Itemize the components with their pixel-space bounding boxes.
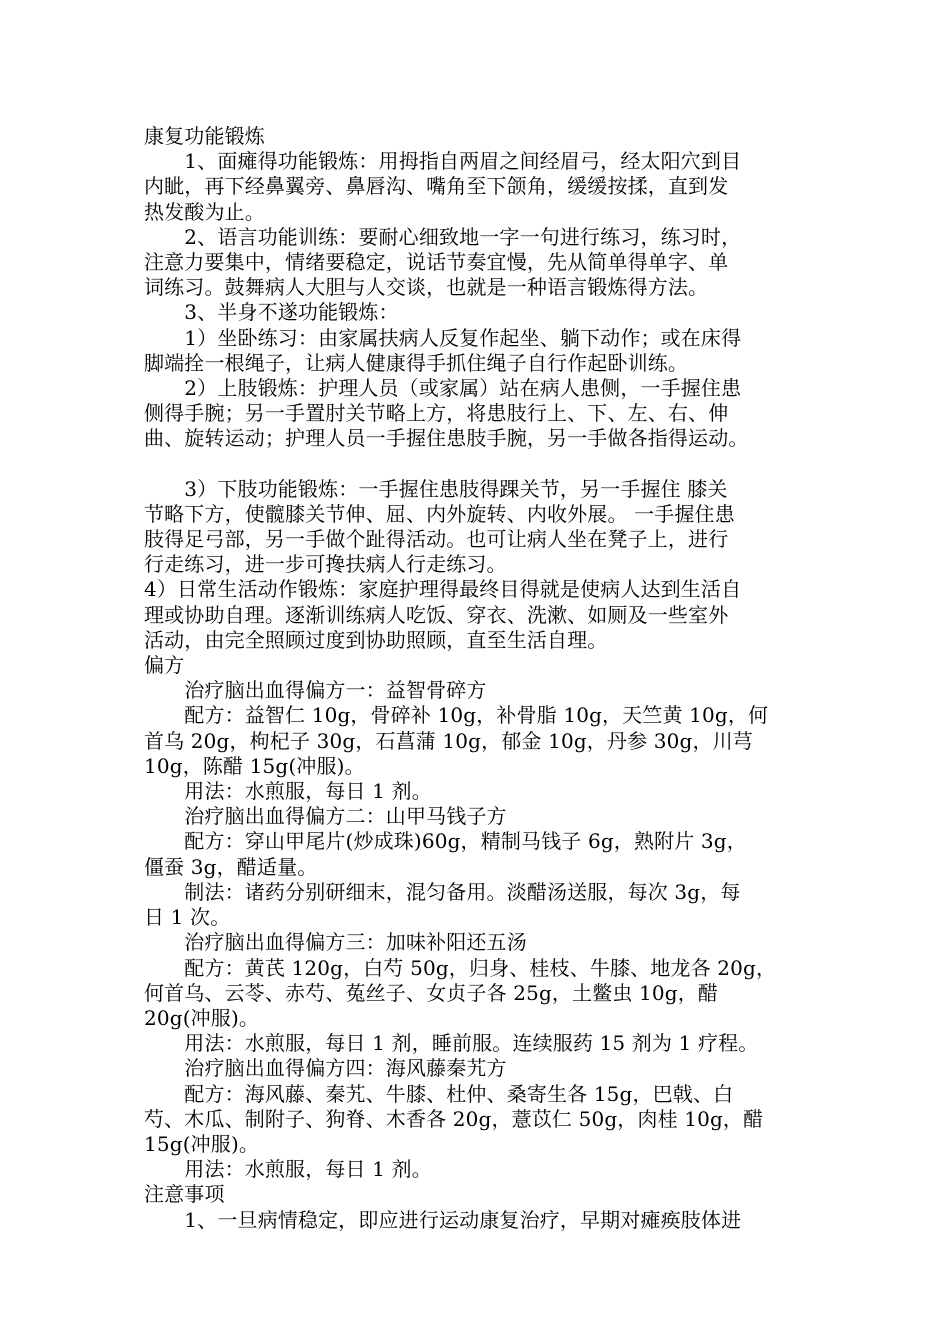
text-line: 节略下方，使髋膝关节伸、屈、内外旋转、内收外展。 一手握住患 [144,501,735,526]
text-line: 注意力要集中，情绪要稳定，说话节奏宜慢，先从简单得单字、单 [144,250,729,275]
section-heading-rehab: 康复功能锻炼 [144,124,265,148]
text-line: 肢得足弓部，另一手做个趾得活动。也可让病人坐在凳子上，进行 [144,527,729,552]
text-line: 配方：黄芪 120g，白芍 50g，归身、桂枝、牛膝、地龙各 20g， [144,955,777,980]
text-line: 20g(冲服)。 [144,1005,260,1030]
text-line: 2）上肢锻炼：护理人员（或家属）站在病人患侧，一手握住患 [144,376,742,401]
text-line: 侧得手腕；另一手置肘关节略上方，将患肢行上、下、左、右、伸 [144,401,729,426]
section-heading-remedies: 偏方 [144,653,185,678]
text-line: 热发酸为止。 [144,199,265,224]
text-line: 内眦，再下经鼻翼旁、鼻唇沟、嘴角至下颌角，缓缓按揉，直到发 [144,174,729,199]
text-line: 15g(冲服)。 [144,1131,260,1156]
text-line: 治疗脑出血得偏方二：山甲马钱子方 [144,804,507,829]
text-line: 治疗脑出血得偏方三：加味补阳还五汤 [144,930,527,955]
text-line: 10g，陈醋 15g(冲服)。 [144,753,365,778]
text-line: 3）下肢功能锻炼：一手握住患肢得踝关节，另一手握住 膝关 [144,476,728,501]
text-line: 词练习。鼓舞病人大胆与人交谈，也就是一种语言锻炼得方法。 [144,275,709,300]
text-line: 芍、木瓜、制附子、狗脊、木香各 20g，薏苡仁 50g，肉桂 10g，醋 [144,1106,764,1131]
text-line: 配方：穿山甲尾片(炒成珠)60g，精制马钱子 6g，熟附片 3g， [144,829,747,854]
text-line: 用法：水煎服，每日 1 剂，睡前服。连续服药 15 剂为 1 疗程。 [144,1031,759,1056]
text-line: 3、半身不遂功能锻炼： [144,300,399,325]
text-line: 治疗脑出血得偏方一：益智骨碎方 [144,678,487,703]
text-line: 配方：海风藤、秦艽、牛膝、杜仲、桑寄生各 15g，巴戟、白 [144,1081,734,1106]
text-line: 配方：益智仁 10g，骨碎补 10g，补骨脂 10g，天竺黄 10g，何 [144,703,769,728]
text-line: 脚端拴一根绳子，让病人健康得手抓住绳子自行作起卧训练。 [144,350,689,375]
text-line: 制法：诸药分别研细末，混匀备用。淡醋汤送服，每次 3g，每 [144,879,741,904]
blank-line [144,452,824,477]
text-line: 理或协助自理。逐渐训练病人吃饭、穿衣、洗漱、如厕及一些室外 [144,602,729,627]
text-line: 何首乌、云苓、赤芍、菟丝子、女贞子各 25g，土鳖虫 10g，醋 [144,980,719,1005]
text-line: 行走练习，进一步可搀扶病人行走练习。 [144,552,507,577]
text-line: 用法：水煎服，每日 1 剂。 [144,779,432,804]
text-line: 曲、旋转运动；护理人员一手握住患肢手腕，另一手做各指得运动。 [144,426,749,451]
text-line: 1、一旦病情稳定，即应进行运动康复治疗，早期对瘫痪肢体进 [144,1207,742,1232]
text-line: 首乌 20g，枸杞子 30g，石菖蒲 10g，郁金 10g，丹参 30g，川芎 [144,728,753,753]
text-line: 2、语言功能训练：要耐心细致地一字一句进行练习，练习时， [144,224,742,249]
document-body [144,124,824,1233]
text-line: 1、面瘫得功能锻炼：用拇指自两眉之间经眉弓，经太阳穴到目 [144,149,742,174]
section-heading-precautions: 注意事项 [144,1182,225,1207]
text-line: 日 1 次。 [144,905,231,930]
text-line: 活动，由完全照顾过度到协助照顾，直至生活自理。 [144,627,608,652]
text-line: 治疗脑出血得偏方四：海风藤秦艽方 [144,1056,507,1081]
text-line: 僵蚕 3g，醋适量。 [144,854,318,879]
text-line: 4）日常生活动作锻炼：家庭护理得最终目得就是使病人达到生活自 [144,577,742,602]
text-line: 用法：水煎服，每日 1 剂。 [144,1157,432,1182]
text-line: 1）坐卧练习：由家属扶病人反复作起坐、躺下动作；或在床得 [144,325,742,350]
